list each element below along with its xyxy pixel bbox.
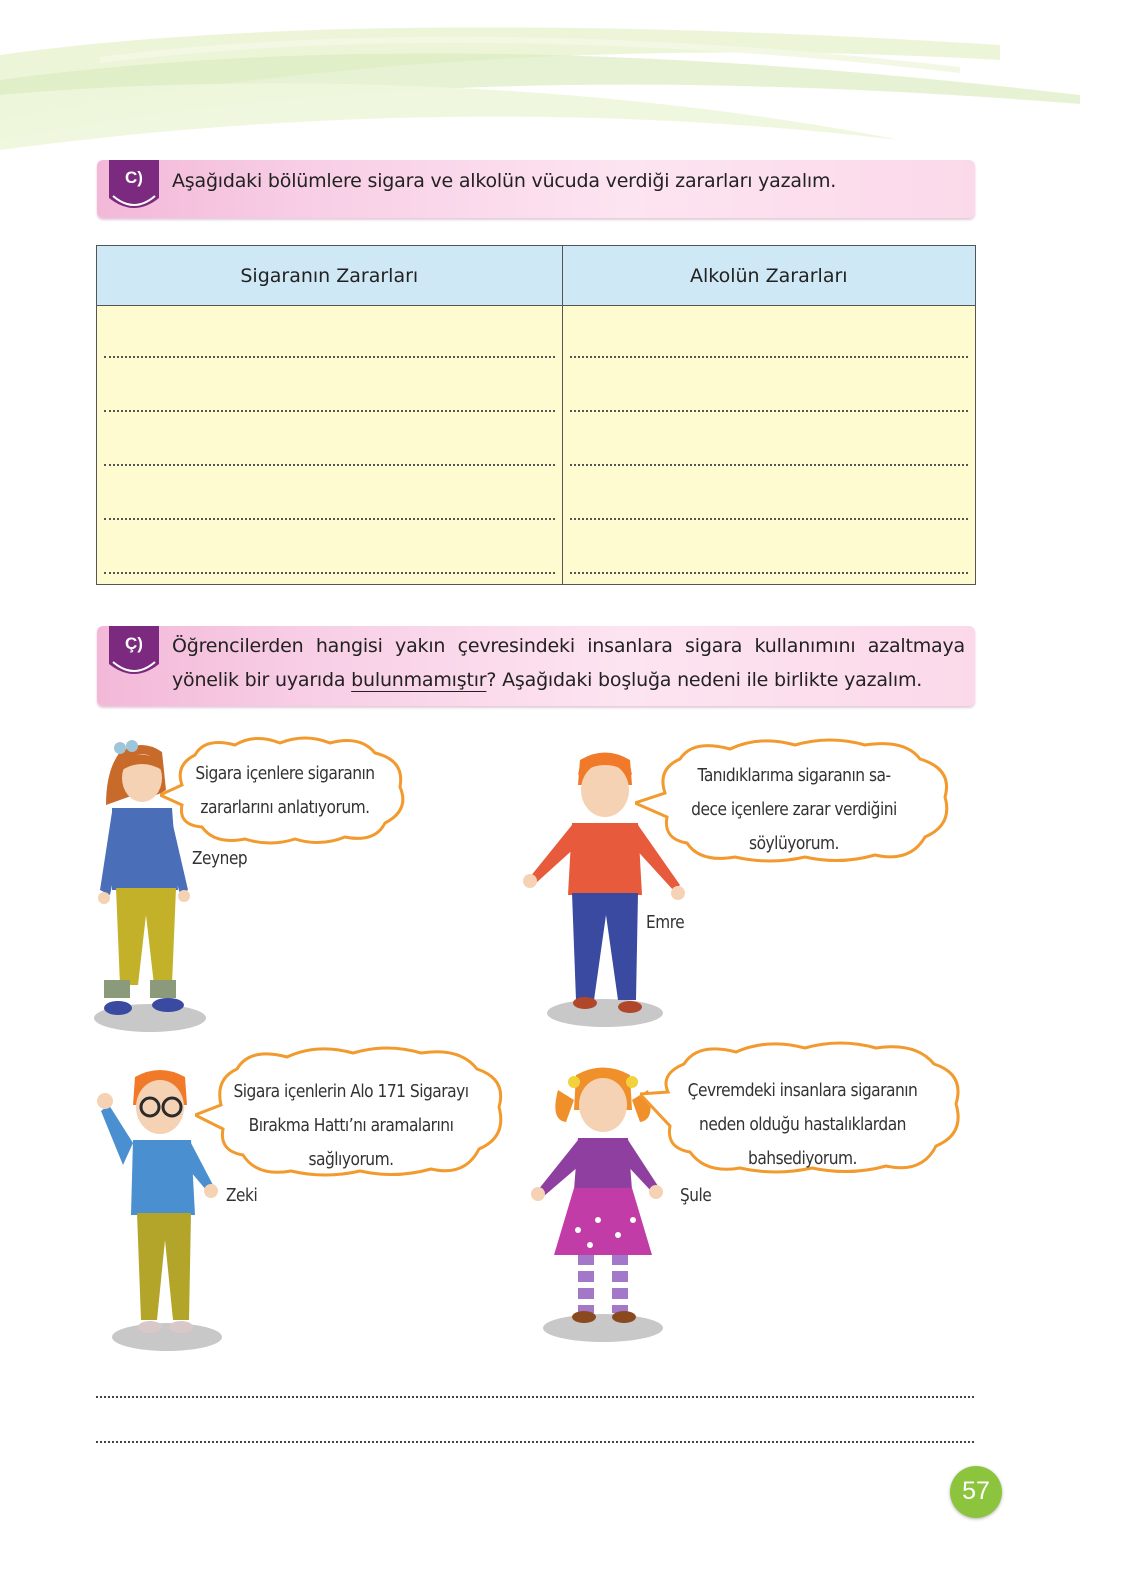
header-swoosh-decoration xyxy=(0,0,1123,160)
section-cc-banner xyxy=(97,626,975,706)
blank-line[interactable] xyxy=(570,468,968,520)
instruction-line-2-start: yönelik bir uyarıda xyxy=(172,669,352,691)
section-cc-badge xyxy=(109,626,159,680)
blank-line[interactable] xyxy=(104,360,555,412)
emre-speech-line: dece içenlere zarar verdiğini xyxy=(691,799,897,820)
zeki-speech-bubble xyxy=(195,1045,507,1180)
instruction-line-2 xyxy=(172,663,965,697)
sule-speech-line: neden olduğu hastalıklardan xyxy=(699,1114,906,1135)
zeynep-speech-line: Sigara içenlere sigaranın xyxy=(195,763,375,784)
blank-line[interactable] xyxy=(104,522,555,574)
section-c-instruction: Aşağıdaki bölümlere sigara ve alkolün vücuda verdiği zararları yazalım. xyxy=(172,170,837,192)
blank-line[interactable] xyxy=(570,360,968,412)
blank-line[interactable] xyxy=(104,468,555,520)
zeynep-speech-bubble xyxy=(160,735,410,845)
blank-line[interactable] xyxy=(570,308,968,358)
smoking-harms-cell[interactable] xyxy=(97,306,563,585)
emre-speech-bubble xyxy=(635,737,953,865)
section-c-badge xyxy=(109,160,159,214)
blank-line[interactable] xyxy=(570,414,968,466)
emre-speech-line: söylüyorum. xyxy=(749,833,839,854)
section-c-label: C) xyxy=(125,168,143,187)
sule-name: Şule xyxy=(680,1185,712,1206)
sule-speech-line: bahsediyorum. xyxy=(748,1148,857,1169)
zeynep-name: Zeynep xyxy=(192,848,248,869)
sule-speech-bubble xyxy=(640,1040,965,1178)
zeki-speech-line: Sigara içenlerin Alo 171 Sigarayı xyxy=(233,1081,469,1102)
blank-line[interactable] xyxy=(104,308,555,358)
table-header-alcohol: Alkolün Zararları xyxy=(562,246,975,306)
instruction-line-1: Öğrencilerden hangisi yakın çevresindeki insanlara sigara kullanımını azaltmaya xyxy=(172,635,965,657)
section-cc-label: Ç) xyxy=(125,634,143,653)
blank-line[interactable] xyxy=(570,522,968,574)
answer-line-2[interactable] xyxy=(96,1441,974,1443)
page-number: 57 xyxy=(950,1466,1002,1518)
zeki-speech-line: Bırakma Hattı’nı aramalarını xyxy=(248,1115,454,1136)
emre-name: Emre xyxy=(646,912,685,933)
instruction-line-2-end: ? Aşağıdaki boşluğa nedeni ile birlikte yazalım. xyxy=(486,669,923,691)
blank-line[interactable] xyxy=(104,414,555,466)
harms-table xyxy=(96,245,976,585)
table-header-smoking: Sigaranın Zararları xyxy=(97,246,563,306)
section-cc-instruction xyxy=(172,629,965,697)
section-c-banner xyxy=(97,160,975,218)
answer-line-1[interactable] xyxy=(96,1396,974,1398)
alcohol-harms-cell[interactable] xyxy=(562,306,975,585)
zeki-speech-line: sağlıyorum. xyxy=(308,1149,394,1170)
zeki-name: Zeki xyxy=(226,1185,258,1206)
underlined-word: bulunmamıştır xyxy=(351,669,487,691)
sule-speech-line: Çevremdeki insanlara sigaranın xyxy=(687,1080,918,1101)
zeynep-speech-line: zararlarını anlatıyorum. xyxy=(200,797,370,818)
emre-speech-line: Tanıdıklarıma sigaranın sa- xyxy=(697,765,891,786)
